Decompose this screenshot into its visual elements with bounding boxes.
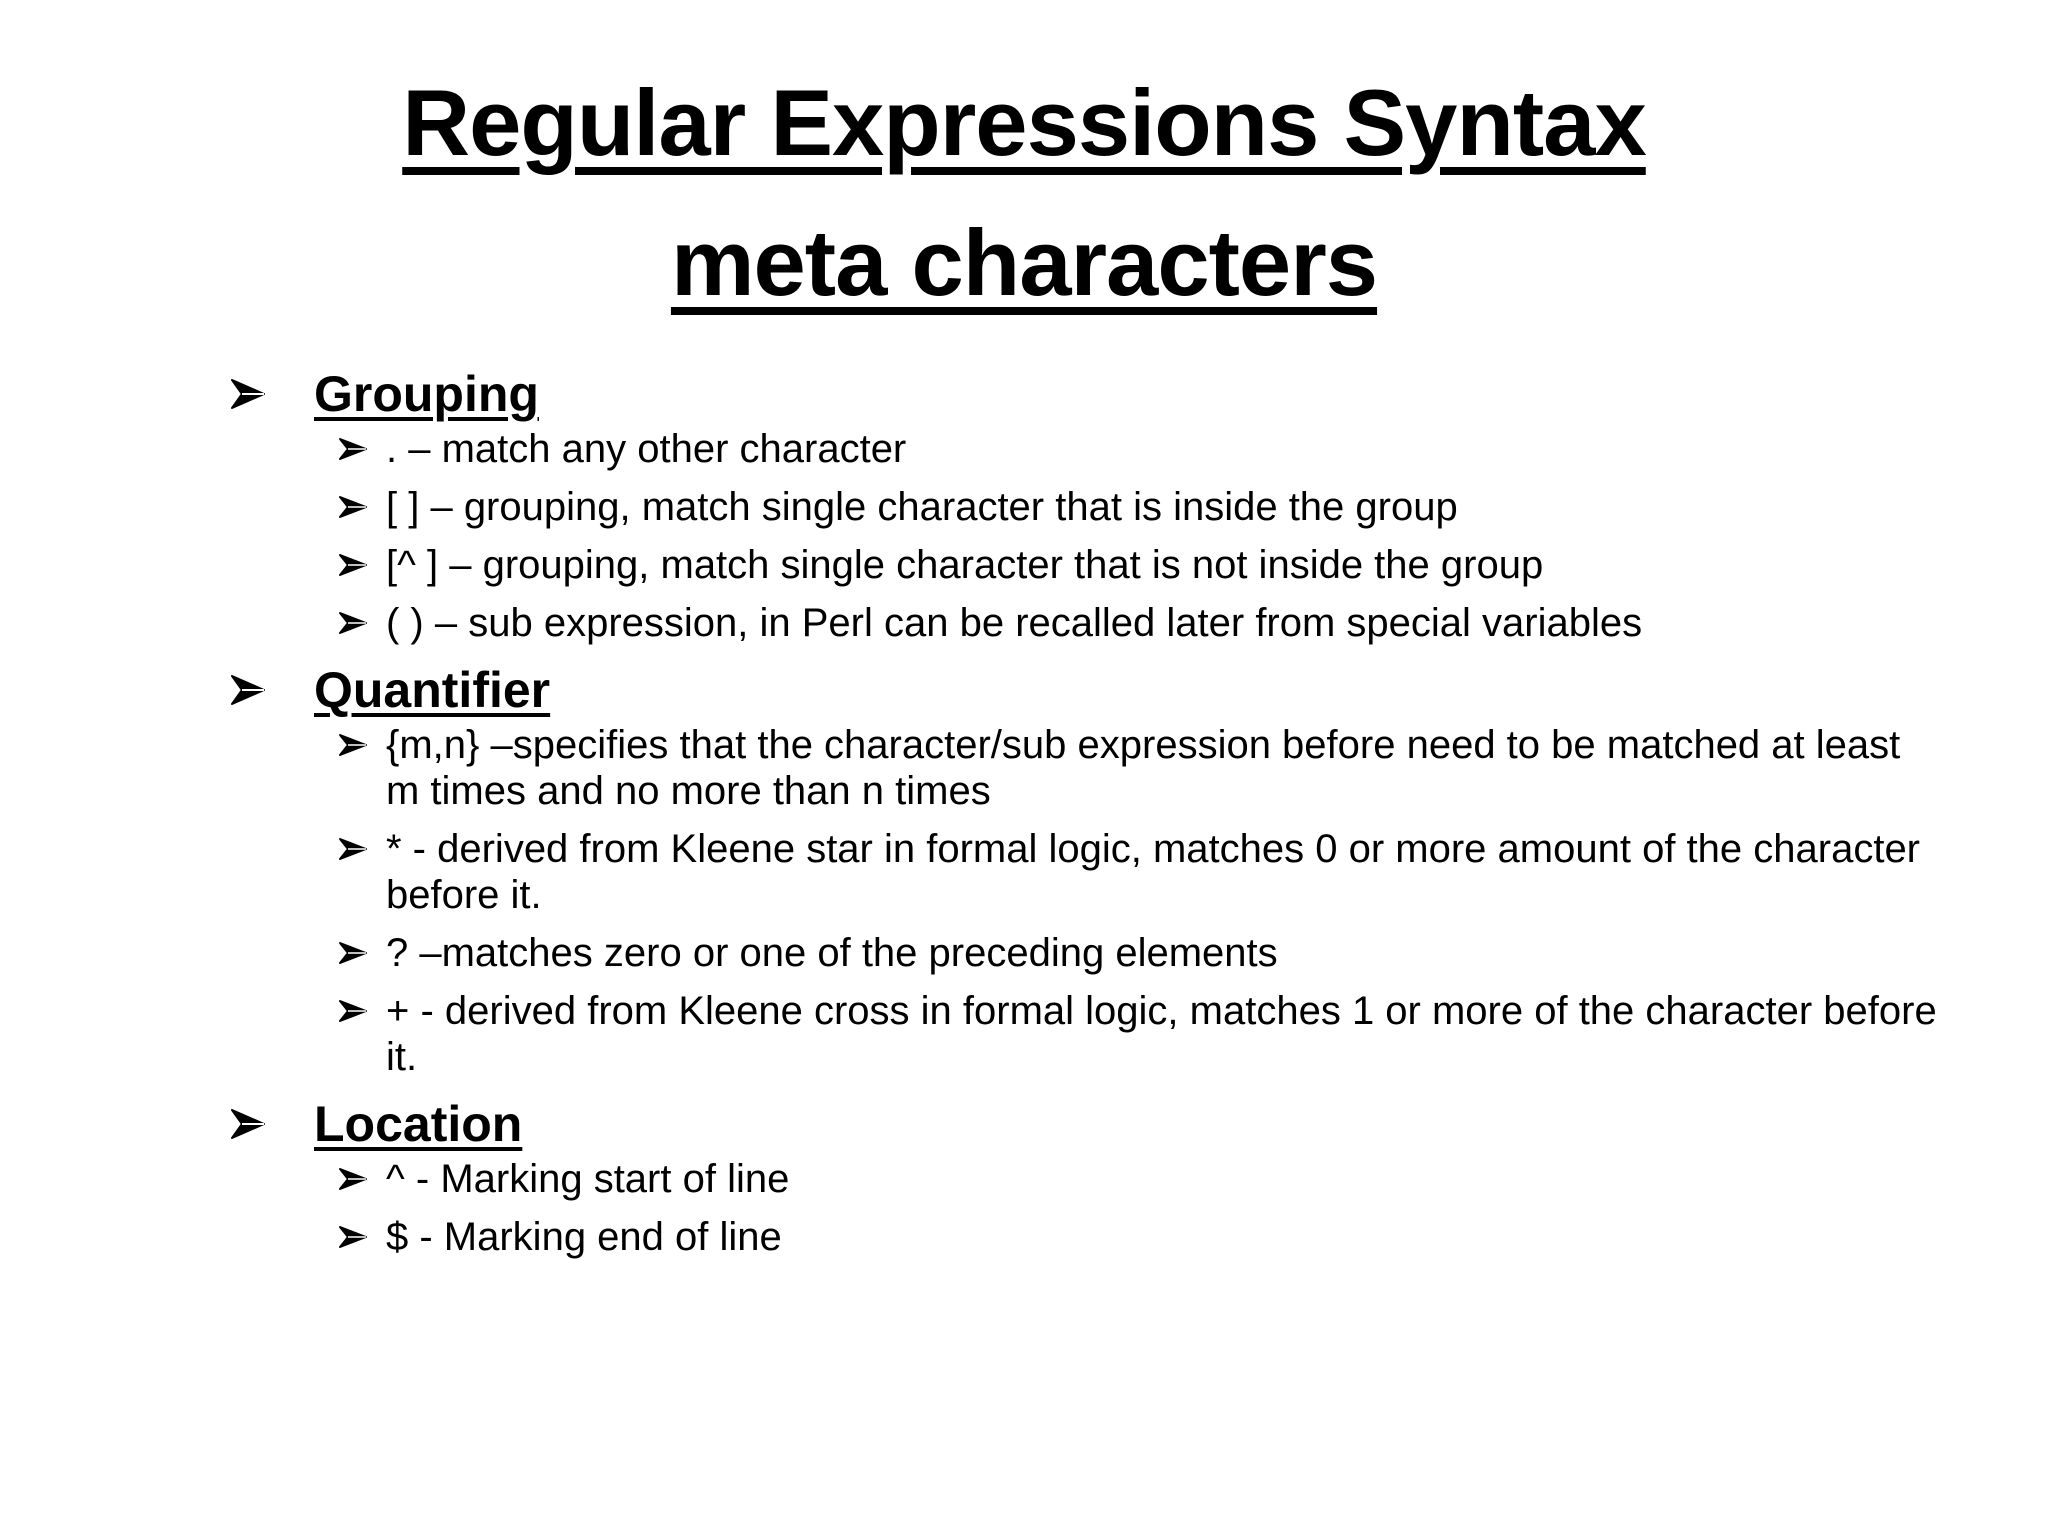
arrowhead-bullet-icon [334,484,374,530]
arrowhead-bullet-icon [224,1092,274,1156]
section-heading: Location [314,1096,523,1152]
list-item-text: [ ] – grouping, match single character that is inside the group [386,485,1458,529]
arrowhead-bullet-icon [334,930,374,976]
arrowhead-bullet-icon [334,722,374,768]
sub-bullet-list [224,722,1944,1080]
section-heading-row [224,658,1944,722]
list-item [334,722,1944,814]
list-item-text: [^ ] – grouping, match single character that is not inside the group [386,543,1544,587]
list-item-text: + - derived from Kleene cross in formal logic, matches 1 or more of the character before it. [386,989,1937,1079]
list-item-text: * - derived from Kleene star in formal logic, matches 0 or more amount of the character before it. [386,827,1921,917]
slide-title-line1: Regular Expressions Syntax [402,70,1646,175]
list-item [334,600,1944,646]
section-location [224,1092,1944,1260]
section-grouping [224,362,1944,646]
list-item [334,988,1944,1080]
list-item [334,1156,1944,1202]
list-item-text: ^ - Marking start of line [386,1157,790,1201]
list-item [334,930,1944,976]
slide-title-line2: meta characters [670,210,1378,315]
list-item [334,542,1944,588]
list-item [334,1214,1944,1260]
section-heading: Grouping [314,366,539,422]
list-item [334,426,1944,472]
list-item-text: ( ) – sub expression, in Perl can be recalled later from special variables [386,601,1643,645]
sub-bullet-list [224,1156,1944,1260]
arrowhead-bullet-icon [334,826,374,872]
list-item-text: . – match any other character [386,427,907,471]
list-item-text: {m,n} –specifies that the character/sub expression before need to be matched at least m times and no more than n times [386,723,1901,813]
list-item [334,484,1944,530]
arrowhead-bullet-icon [334,600,374,646]
section-heading-row [224,1092,1944,1156]
list-item [334,826,1944,918]
arrowhead-bullet-icon [334,1214,374,1260]
arrowhead-bullet-icon [334,1156,374,1202]
list-item-text: ? –matches zero or one of the preceding elements [386,931,1278,975]
arrowhead-bullet-icon [224,362,274,426]
bullet-list [224,362,1944,1272]
arrowhead-bullet-icon [334,542,374,588]
arrowhead-bullet-icon [224,658,274,722]
arrowhead-bullet-icon [334,426,374,472]
section-quantifier [224,658,1944,1080]
list-item-text: $ - Marking end of line [386,1215,782,1259]
section-heading: Quantifier [314,662,551,718]
arrowhead-bullet-icon [334,988,374,1034]
sub-bullet-list [224,426,1944,646]
section-heading-row [224,362,1944,426]
